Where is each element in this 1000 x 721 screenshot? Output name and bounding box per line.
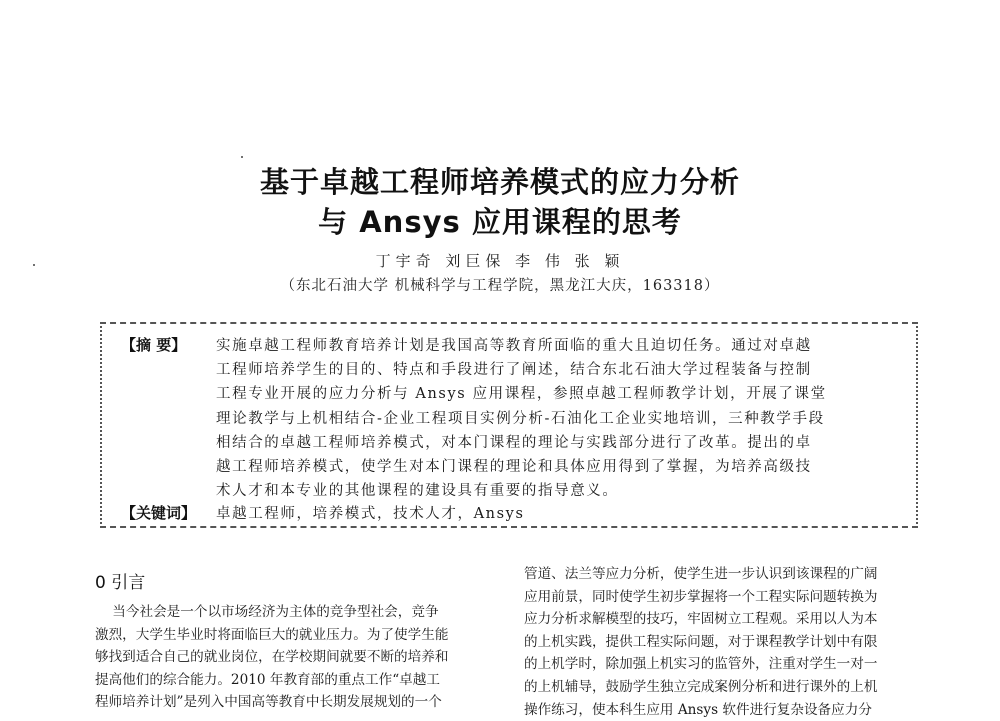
- speck-mark: [241, 156, 243, 158]
- body-line: 的上机实践，提供工程实际问题，对于课程教学计划中有限: [524, 633, 878, 650]
- title-line-1: 基于卓越工程师培养模式的应力分析: [259, 165, 740, 199]
- body-line: 激烈，大学生毕业时将面临巨大的就业压力。为了使学生能: [95, 626, 449, 643]
- body-line: 程师培养计划”是列入中国高等教育中长期发展规划的一个: [95, 694, 442, 711]
- affiliation: （东北石油大学 机械科学与工程学院，黑龙江大庆，163318）: [280, 278, 720, 294]
- body-column-left: [95, 601, 491, 711]
- keywords-label: 【关键词】: [121, 504, 197, 522]
- section-heading: 0 引言: [95, 573, 146, 593]
- abstract-label: 【摘 要】: [121, 336, 187, 354]
- abstract-line: 相结合的卓越工程师培养模式，对本门课程的理论与实践部分进行了改革。提出的卓: [216, 434, 812, 451]
- abstract-line: 实施卓越工程师教育培养计划是我国高等教育所面临的重大且迫切任务。通过对卓越: [216, 338, 812, 354]
- abstract-line: 越工程师培养模式，使学生对本门课程的理论和具体应用得到了掌握，为培养高级技: [216, 459, 812, 476]
- body-line: 提高他们的综合能力。2010 年教育部的重点工作“卓越工: [95, 671, 440, 688]
- body-line: 当今社会是一个以市场经济为主体的竞争型社会，竞争: [95, 604, 439, 620]
- abstract-line: 工程师培养学生的目的、特点和手段进行了阐述，结合东北石油大学过程装备与控制: [216, 362, 812, 379]
- authors: 丁宇奇 刘巨保 李 伟 张 颖: [375, 252, 625, 270]
- body-line: 够找到适合自己的就业岗位，在学校期间就要不断的培养和: [95, 649, 449, 666]
- abstract-line: 工程专业开展的应力分析与 Ansys 应用课程，参照卓越工程师教学计划，开展了课堂: [216, 386, 827, 403]
- body-column-right: [524, 563, 920, 718]
- body-line: 的上机学时，除加强上机实习的监管外，注重对学生一对一: [524, 656, 878, 673]
- abstract-text: [216, 334, 896, 503]
- abstract-line: 术人才和本专业的其他课程的建设具有重要的指导意义。: [216, 483, 619, 500]
- body-line: 应用前景，同时使学生初步掌握将一个工程实际问题转换为: [524, 588, 878, 605]
- body-line: 的上机辅导，鼓励学生独立完成案例分析和进行课外的上机: [524, 678, 878, 695]
- keywords-text: 卓越工程师，培养模式，技术人才，Ansys: [216, 506, 525, 522]
- body-line: 管道、法兰等应力分析，使学生进一步认识到该课程的广阔: [524, 566, 878, 582]
- body-line: 应力分析求解模型的技巧，牢固树立工程观。采用以人为本: [524, 611, 878, 628]
- abstract-line: 理论教学与上机相结合-企业工程项目实例分析-石油化工企业实地培训，三种教学手段: [216, 410, 825, 427]
- title-line-2: 与 Ansys 应用课程的思考: [318, 205, 682, 239]
- body-line: 操作练习，使本科生应用 Ansys 软件进行复杂设备应力分: [524, 701, 872, 718]
